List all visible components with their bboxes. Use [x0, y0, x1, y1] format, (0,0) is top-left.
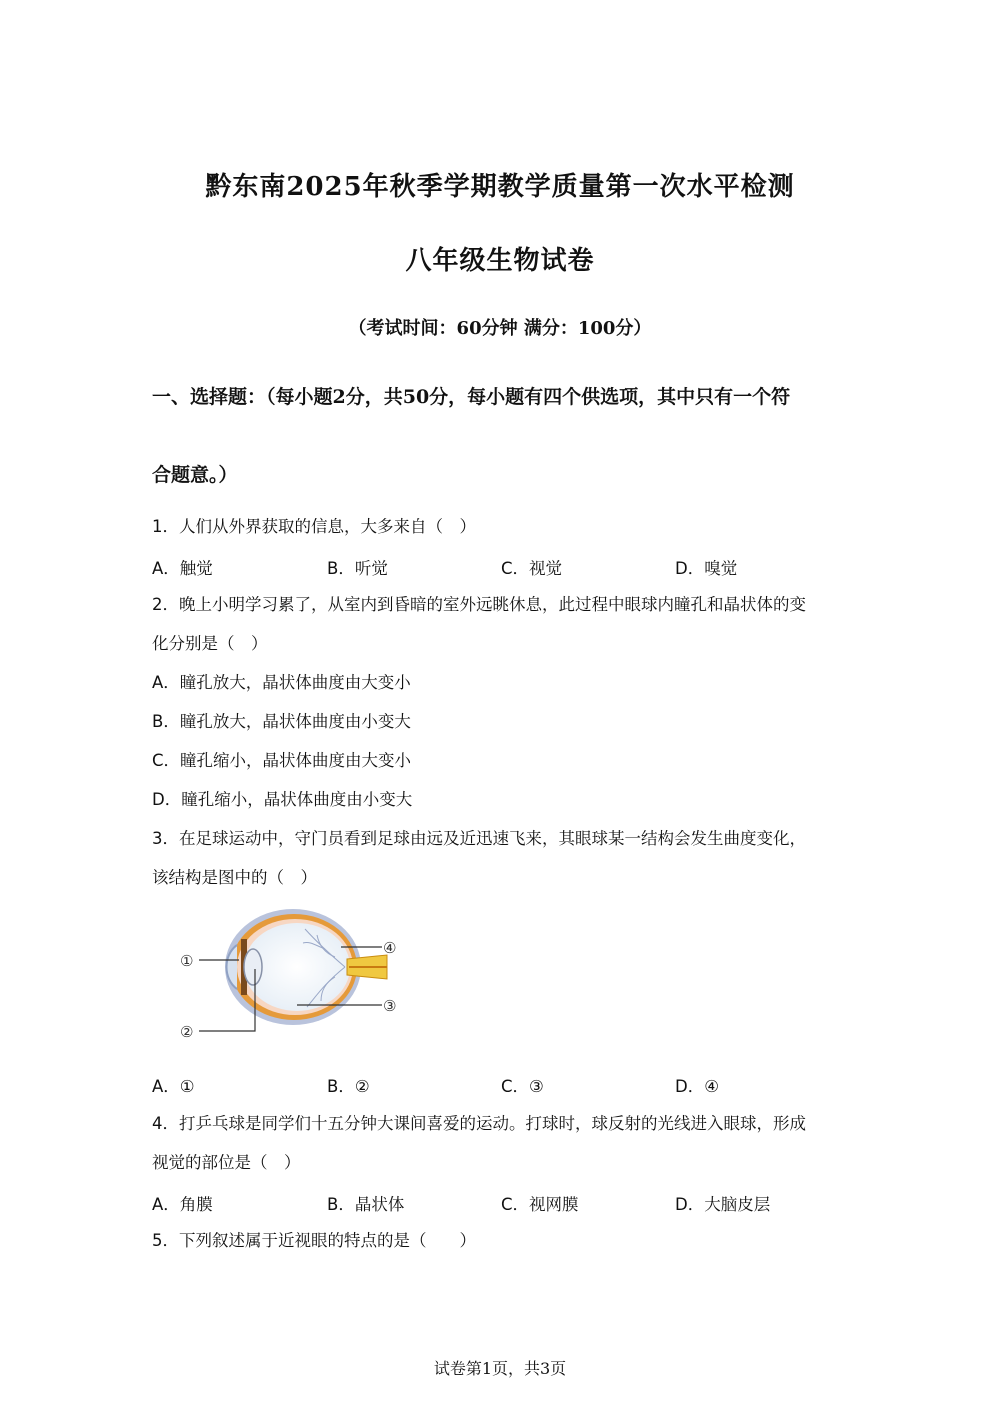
question-1-stem: 1．人们从外界获取的信息，大多来自（ ）	[152, 517, 476, 536]
question-2-stem-line1: 2．晚上小明学习累了，从室内到昏暗的室外远眺休息，此过程中眼球内瞳孔和晶状体的变	[152, 595, 806, 614]
label-2: ②	[180, 1023, 194, 1041]
q4-option-a: A．角膜	[152, 1195, 213, 1214]
exam-info: （考试时间：60分钟 满分：100分）	[348, 318, 652, 339]
q3-option-b: B．②	[327, 1077, 370, 1096]
question-2-stem-line2: 化分别是（ ）	[152, 634, 268, 653]
label-3: ③	[383, 997, 397, 1015]
exam-title: 黔东南2025年秋季学期教学质量第一次水平检测	[205, 172, 795, 202]
q4-option-c: C．视网膜	[501, 1195, 579, 1214]
section-heading-line1: 一、选择题：（每小题2分，共50分，每小题有四个供选项，其中只有一个符	[152, 386, 791, 408]
eye-diagram	[175, 905, 415, 1045]
section-heading-line2: 合题意。）	[152, 464, 238, 486]
q4-option-b: B．晶状体	[327, 1195, 405, 1214]
label-4: ④	[383, 939, 397, 957]
q3-option-d: D．④	[675, 1077, 719, 1096]
question-3-stem-line2: 该结构是图中的（ ）	[152, 868, 317, 887]
q2-option-c: C．瞳孔缩小，晶状体曲度由大变小	[152, 751, 412, 770]
q1-option-a: A．触觉	[152, 559, 213, 578]
question-3-options	[152, 1073, 852, 1095]
q1-option-c: C．视觉	[501, 559, 563, 578]
question-5-stem: 5．下列叙述属于近视眼的特点的是（ ）	[152, 1231, 476, 1250]
question-4-stem-line1: 4．打乒乓球是同学们十五分钟大课间喜爱的运动。打球时，球反射的光线进入眼球，形成	[152, 1114, 806, 1133]
q2-option-d: D．瞳孔缩小，晶状体曲度由小变大	[152, 790, 413, 809]
q2-option-b: B．瞳孔放大，晶状体曲度由小变大	[152, 712, 411, 731]
q4-option-d: D．大脑皮层	[675, 1195, 771, 1214]
lens	[244, 949, 262, 985]
question-3-stem-line1: 3．在足球运动中，守门员看到足球由远及近迅速飞来，其眼球某一结构会发生曲度变化，	[152, 829, 806, 848]
question-1-options	[152, 555, 852, 577]
q1-option-b: B．听觉	[327, 559, 388, 578]
q3-option-a: A．①	[152, 1077, 195, 1096]
q1-option-d: D．嗅觉	[675, 559, 738, 578]
exam-subtitle: 八年级生物试卷	[405, 246, 595, 276]
page-footer: 试卷第1页，共3页	[433, 1359, 567, 1378]
question-4-stem-line2: 视觉的部位是（ ）	[152, 1153, 301, 1172]
q3-option-c: C．③	[501, 1077, 544, 1096]
label-1: ①	[180, 952, 194, 970]
question-4-options	[152, 1191, 852, 1213]
q2-option-a: A．瞳孔放大，晶状体曲度由大变小	[152, 673, 411, 692]
